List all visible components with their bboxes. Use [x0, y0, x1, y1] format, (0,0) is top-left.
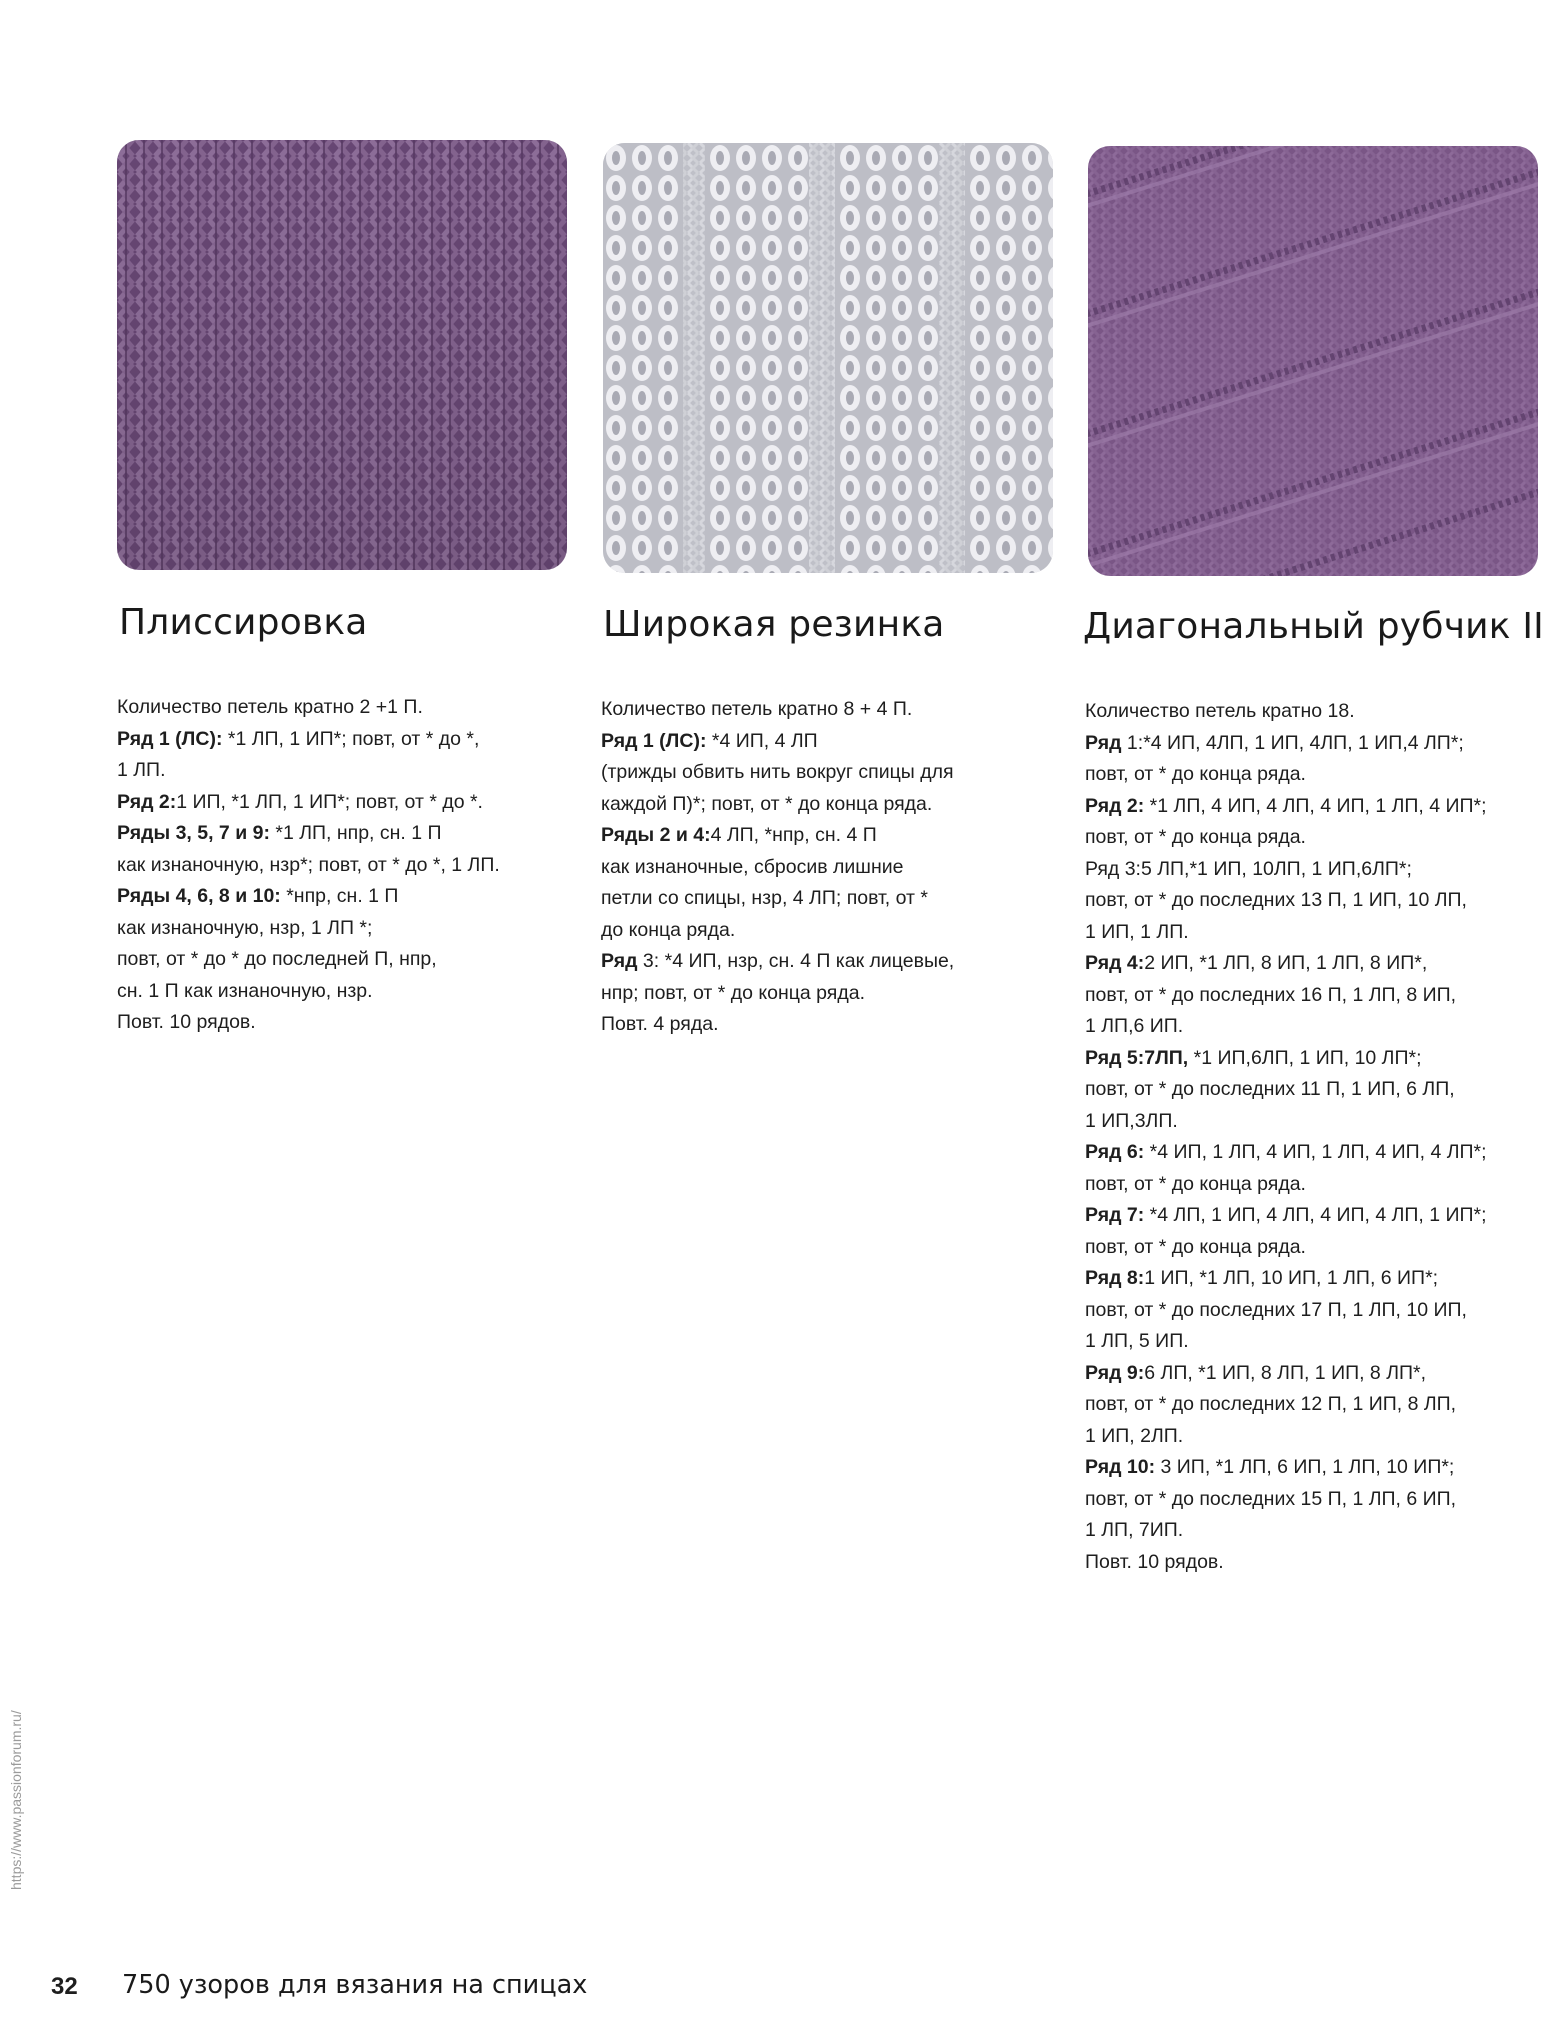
instruction-line: повт, от * до конца ряда. [1085, 826, 1306, 848]
purple-rib-knit-swatch [117, 140, 567, 570]
instruction-line: как изнаночную, нзр, 1 ЛП *; [117, 916, 373, 939]
instruction-line: повт, от * до * до последней П, нпр, [117, 948, 437, 970]
instruction-line: Повт. 10 рядов. [117, 1011, 256, 1033]
pattern-instructions [1085, 696, 1487, 1578]
instruction-line: Ряд 10: 3 ИП, *1 ЛП, 6 ИП, 1 ЛП, 10 ИП*; [1085, 1456, 1455, 1478]
instruction-line: Ряд 9:6 ЛП, *1 ИП, 8 ЛП, 1 ИП, 8 ЛП*, [1085, 1361, 1427, 1384]
instruction-line: Повт. 4 ряда. [601, 1013, 719, 1035]
instruction-line: повт, от * до последних 16 П, 1 ЛП, 8 ИП, [1085, 983, 1457, 1006]
instruction-line: Количество петель кратно 18. [1085, 700, 1355, 722]
instruction-line: Ряд 1:*4 ИП, 4ЛП, 1 ИП, 4ЛП, 1 ИП,4 ЛП*; [1085, 731, 1464, 754]
instruction-line: 1 ЛП,6 ИП. [1085, 1015, 1184, 1037]
instruction-line: сн. 1 П как изнаночную, нзр. [117, 979, 373, 1002]
instruction-line: 1 ЛП, 5 ИП. [1085, 1330, 1189, 1352]
instruction-line: Ряды 2 и 4:4 ЛП, *нпр, сн. 4 П [601, 824, 877, 846]
pattern-title: Плиссировка [119, 602, 368, 643]
instruction-line: Ряды 4, 6, 8 и 10: *нпр, сн. 1 П [117, 885, 399, 907]
instruction-line: Ряд 1 (ЛС): *4 ИП, 4 ЛП [601, 729, 818, 752]
purple-diagonal-rib-knit-swatch [1088, 146, 1538, 576]
instruction-line: нпр; повт, от * до конца ряда. [601, 981, 865, 1004]
instruction-line: как изнаночные, сбросив лишние [601, 855, 904, 878]
instruction-line: повт, от * до последних 11 П, 1 ИП, 6 ЛП, [1085, 1078, 1455, 1100]
instruction-line: Ряд 1 (ЛС): *1 ЛП, 1 ИП*; повт, от * до *, [117, 727, 480, 750]
instruction-line: Количество петель кратно 2 +1 П. [117, 696, 423, 718]
instruction-line: 1 ИП, 1 ЛП. [1085, 920, 1189, 943]
instruction-line: Ряд 3:5 ЛП,*1 ИП, 10ЛП, 1 ИП,6ЛП*; [1085, 857, 1412, 880]
pattern-title: Диагональный рубчик II [1083, 606, 1544, 647]
instruction-line: 1 ИП,3ЛП. [1085, 1109, 1178, 1132]
side-watermark-url: https://www.passionforum.ru/ [8, 1710, 24, 1890]
instruction-line: Ряд 3: *4 ИП, нзр, сн. 4 П как лицевые, [601, 950, 955, 972]
instruction-line: повт, от * до последних 12 П, 1 ИП, 8 ЛП, [1085, 1393, 1457, 1415]
instruction-line: Ряд 6: *4 ИП, 1 ЛП, 4 ИП, 1 ЛП, 4 ИП, 4 ЛП*; [1085, 1141, 1487, 1163]
instruction-line: 1 ЛП, 7ИП. [1085, 1519, 1184, 1541]
instruction-line: Ряд 7: *4 ЛП, 1 ИП, 4 ЛП, 4 ИП, 4 ЛП, 1 ИП*; [1085, 1204, 1487, 1226]
instruction-line: Ряд 4:2 ИП, *1 ЛП, 8 ИП, 1 ЛП, 8 ИП*, [1085, 952, 1428, 974]
instruction-line: каждой П)*; повт, от * до конца ряда. [601, 792, 933, 815]
instruction-line: Ряд 8:1 ИП, *1 ЛП, 10 ИП, 1 ЛП, 6 ИП*; [1085, 1267, 1439, 1289]
instruction-line: 1 ИП, 2ЛП. [1085, 1424, 1184, 1447]
instruction-line: 1 ЛП. [117, 759, 166, 781]
instruction-line: до конца ряда. [601, 918, 736, 941]
instruction-line: повт, от * до конца ряда. [1085, 1235, 1306, 1258]
pattern-instructions [601, 694, 954, 1041]
instruction-line: повт, от * до конца ряда. [1085, 763, 1306, 785]
instruction-line: повт, от * до последних 17 П, 1 ЛП, 10 ИП, [1085, 1298, 1467, 1321]
book-title: 750 узоров для вязания на спицах [122, 1970, 588, 2000]
instruction-line: Количество петель кратно 8 + 4 П. [601, 698, 913, 720]
pattern-instructions [117, 692, 500, 1039]
instruction-line: (трижды обвить нить вокруг спицы для [601, 761, 954, 783]
instruction-line: Ряд 2: *1 ЛП, 4 ИП, 4 ЛП, 4 ИП, 1 ЛП, 4 ИП*; [1085, 794, 1487, 817]
instruction-line: Повт. 10 рядов. [1085, 1550, 1224, 1573]
instruction-line: Ряд 2:1 ИП, *1 ЛП, 1 ИП*; повт, от * до *. [117, 790, 483, 813]
instruction-line: повт, от * до последних 15 П, 1 ЛП, 6 ИП, [1085, 1487, 1457, 1510]
page-number: 32 [51, 1973, 78, 2000]
instruction-line: петли со спицы, нзр, 4 ЛП; повт, от * [601, 887, 928, 909]
pattern-title: Широкая резинка [603, 604, 945, 645]
instruction-line: как изнаночную, нзр*; повт, от * до *, 1 ЛП. [117, 853, 500, 876]
instruction-line: Ряды 3, 5, 7 и 9: *1 ЛП, нпр, сн. 1 П [117, 822, 442, 844]
instruction-line: повт, от * до последних 13 П, 1 ИП, 10 ЛП, [1085, 889, 1467, 911]
white-wide-rib-knit-swatch [603, 143, 1053, 573]
instruction-line: Ряд 5:7ЛП, *1 ИП,6ЛП, 1 ИП, 10 ЛП*; [1085, 1046, 1422, 1069]
instruction-line: повт, от * до конца ряда. [1085, 1172, 1306, 1195]
